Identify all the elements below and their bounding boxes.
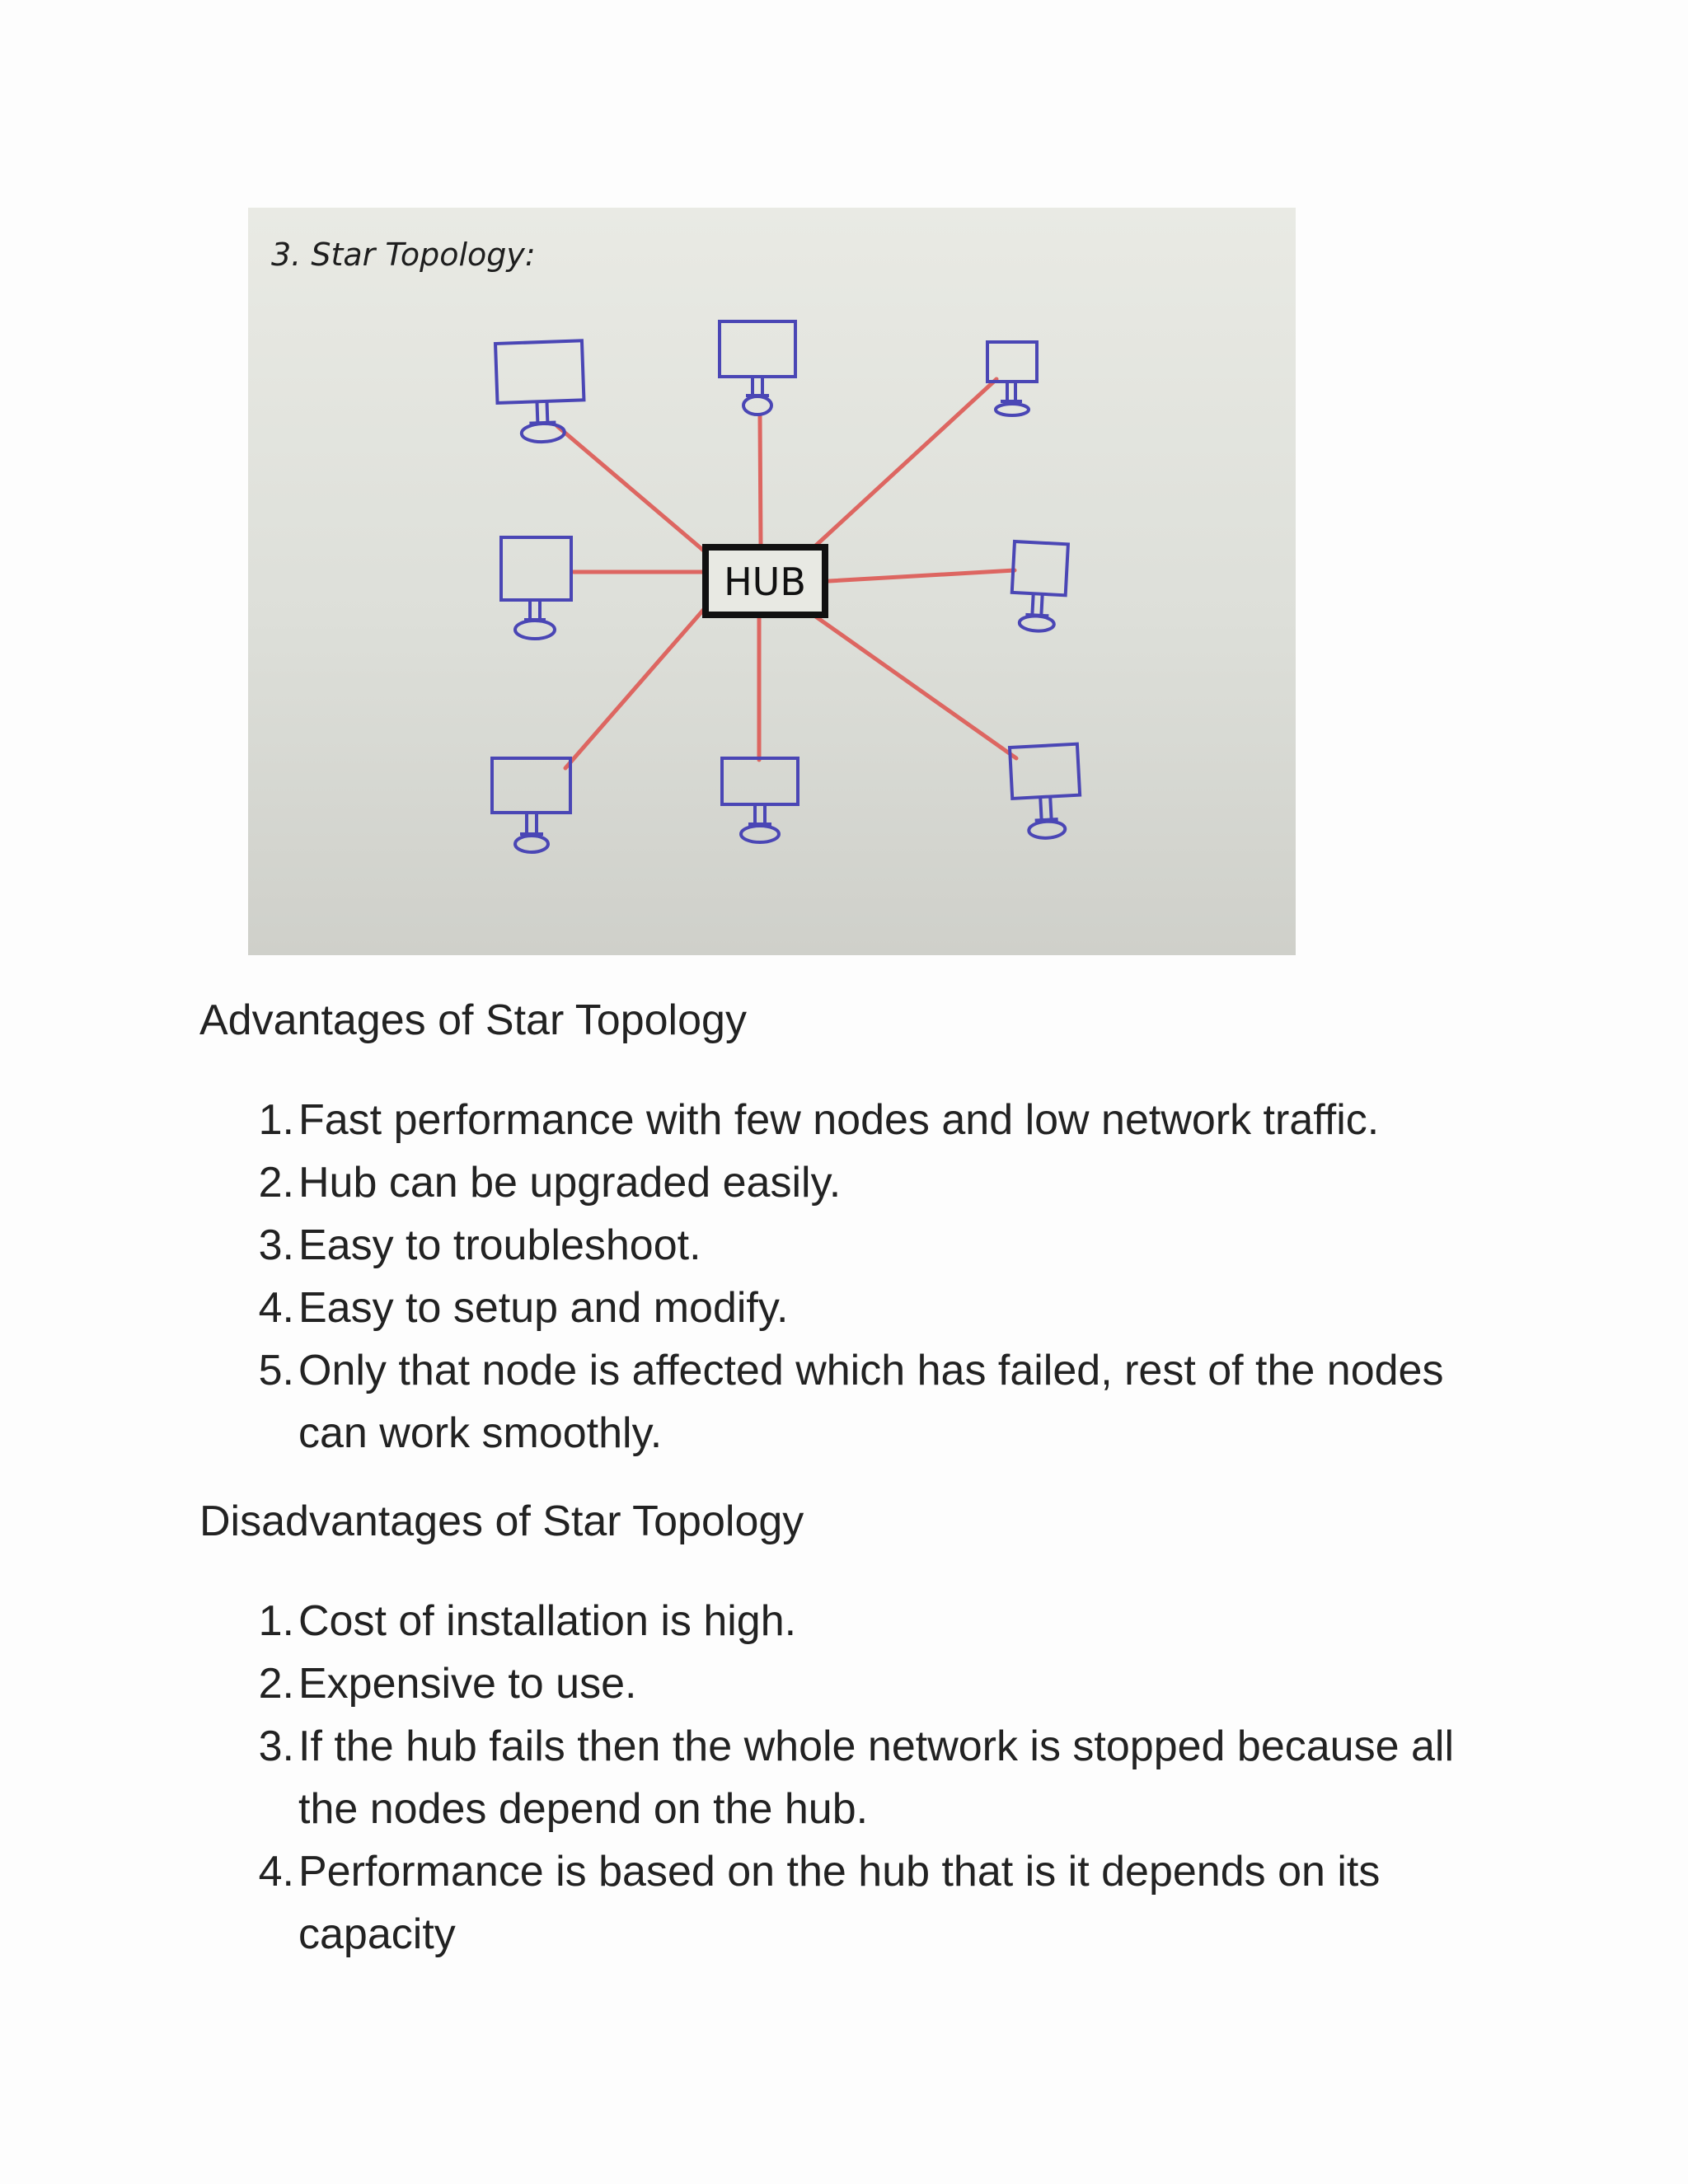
item-number: 2. <box>258 1159 294 1207</box>
star-topology-figure <box>248 208 1296 955</box>
computer-icon <box>495 340 585 443</box>
hub <box>706 547 825 615</box>
list-item <box>258 1840 1502 1966</box>
star-topology-diagram <box>248 208 1296 955</box>
item-number: 1. <box>258 1597 294 1645</box>
list-item <box>258 1089 1502 1151</box>
cable-top-center <box>760 416 761 546</box>
list-item <box>258 1715 1502 1840</box>
cable-top-right <box>809 379 996 552</box>
advantages-list <box>258 1089 1502 1465</box>
item-number: 5. <box>258 1347 294 1394</box>
advantages-heading: Advantages of Star Topology <box>199 996 747 1044</box>
list-item <box>258 1590 1502 1652</box>
item-text: Fast performance with few nodes and low network traffic. <box>298 1096 1380 1144</box>
cable-bottom-left <box>565 607 706 768</box>
item-number: 1. <box>258 1096 294 1144</box>
disadvantages-heading: Disadvantages of Star Topology <box>199 1497 804 1545</box>
cable-top-left <box>557 426 706 552</box>
item-number: 3. <box>258 1221 294 1269</box>
list-item <box>258 1652 1502 1715</box>
disadvantages-list <box>258 1590 1502 1966</box>
cable-bottom-right <box>809 612 1016 758</box>
item-text: Hub can be upgraded easily. <box>298 1159 842 1207</box>
computer-icon <box>1010 541 1068 632</box>
list-item <box>258 1339 1502 1465</box>
item-number: 4. <box>258 1284 294 1332</box>
item-text: Performance is based on the hub that is it depends on its capacity <box>298 1848 1381 1958</box>
list-item <box>258 1277 1502 1339</box>
item-number: 3. <box>258 1722 294 1770</box>
cable-mid-right <box>829 570 1015 581</box>
hub-label: HUB <box>724 560 806 604</box>
item-text: Easy to troubleshoot. <box>298 1221 701 1269</box>
computer-icon <box>720 321 795 415</box>
item-text: Easy to setup and modify. <box>298 1284 789 1332</box>
computer-icon <box>492 758 570 852</box>
item-text: Cost of installation is high. <box>298 1597 797 1645</box>
computer-icon <box>722 758 798 842</box>
list-item <box>258 1151 1502 1214</box>
figure-caption: 3. Star Topology: <box>271 237 536 273</box>
computer-icon <box>1010 744 1082 840</box>
item-number: 4. <box>258 1848 294 1896</box>
item-text: Expensive to use. <box>298 1660 637 1708</box>
item-number: 2. <box>258 1660 294 1708</box>
item-text: If the hub fails then the whole network is stopped because all the nodes depend on the hub. <box>298 1722 1454 1833</box>
list-item <box>258 1214 1502 1277</box>
item-text: Only that node is affected which has failed, rest of the nodes can work smoothly. <box>298 1347 1444 1457</box>
computer-icon <box>501 537 571 639</box>
